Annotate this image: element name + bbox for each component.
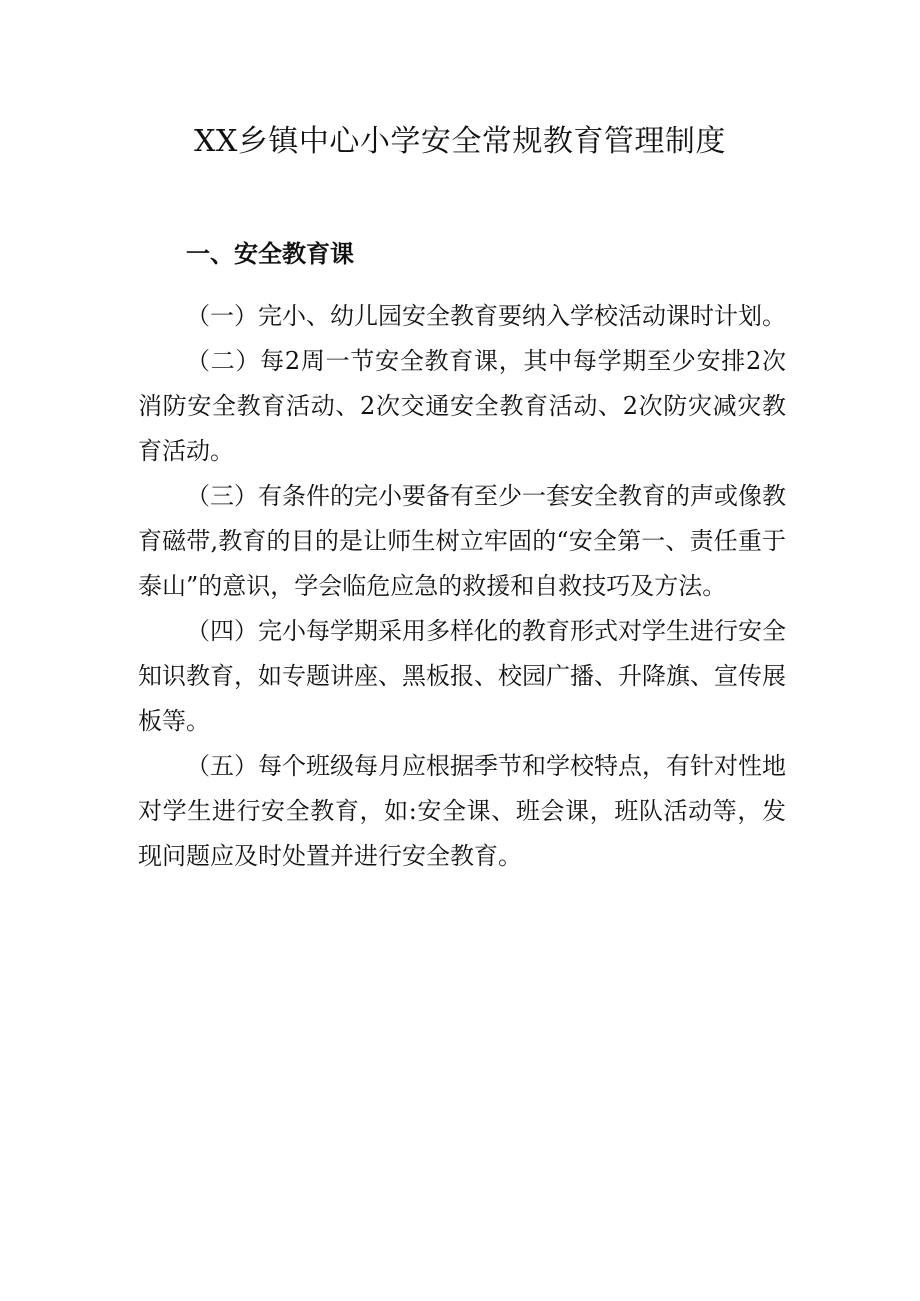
paragraph-2: （二）每2周一节安全教育课，其中每学期至少安排2次消防安全教育活动、2次交通安全教育活动、2次防灾减灾教育活动。 xyxy=(138,347,786,465)
paragraph-5: （五）每个班级每月应根据季节和学校特点，有针对性地对学生进行安全教育，如:安全课、班会课，班队活动等，发现问题应及时处置并进行安全教育。 xyxy=(138,752,786,870)
paragraph-1: （一）完小、幼儿园安全教育要纳入学校活动课时计划。 xyxy=(186,302,786,330)
section-heading: 一、安全教育课 xyxy=(186,239,354,268)
paragraph-3: （三）有条件的完小要备有至少一套安全教育的声或像教育磁带,教育的目的是让师生树立牢固的“安全第一、责任重于泰山”的意识，学会临危应急的救援和自救技巧及方法。 xyxy=(138,482,786,600)
paragraph-4: （四）完小每学期采用多样化的教育形式对学生进行安全知识教育，如专题讲座、黑板报、校园广播、升降旗、宣传展板等。 xyxy=(138,617,786,735)
document-title: XX乡镇中心小学安全常规教育管理制度 xyxy=(194,124,726,159)
document-body xyxy=(138,294,786,879)
